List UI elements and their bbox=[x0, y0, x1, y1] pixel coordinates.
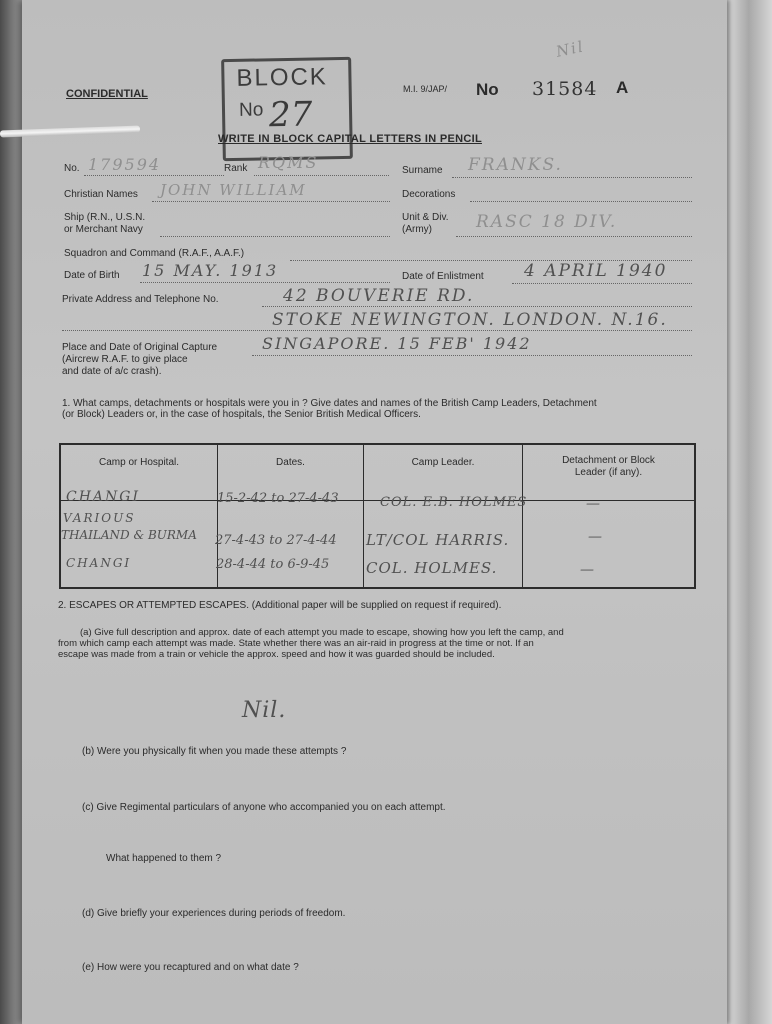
address-line-2 bbox=[62, 330, 692, 331]
stamp-number: 27 bbox=[268, 94, 313, 136]
surname-line bbox=[452, 177, 692, 178]
dob-value: 15 MAY. 1913 bbox=[142, 261, 279, 280]
surname-label: Surname bbox=[402, 165, 443, 176]
decorations-label: Decorations bbox=[402, 189, 456, 200]
stamp-block-text: BLOCK bbox=[236, 63, 329, 92]
question-2a-line-2: from which camp each attempt was made. State whether there was an air-raid in progress at the time or not. If an bbox=[58, 638, 534, 649]
christian-names-label: Christian Names bbox=[64, 189, 138, 200]
ship-label-2: or Merchant Navy bbox=[64, 224, 143, 235]
table-row-3-camp: THAILAND & BURMA bbox=[61, 528, 197, 542]
rank-line bbox=[254, 175, 389, 176]
address-value-1: 42 BOUVERIE RD. bbox=[283, 286, 475, 306]
capture-line bbox=[252, 355, 692, 356]
question-2a-line-1: (a) Give full description and approx. date of each attempt you made to escape, showing how you left the camp, and bbox=[80, 627, 564, 638]
christian-names-line bbox=[152, 201, 390, 202]
decorations-line bbox=[470, 201, 692, 202]
enlistment-label: Date of Enlistment bbox=[402, 271, 484, 282]
table-row-3-leader: LT/COL HARRIS. bbox=[366, 531, 510, 549]
question-2-heading: 2. ESCAPES OR ATTEMPTED ESCAPES. (Additional paper will be supplied on request if required). bbox=[58, 600, 502, 611]
rank-label: Rank bbox=[224, 163, 248, 174]
table-row-1-dates: 15-2-42 to 27-4-43 bbox=[217, 491, 339, 506]
question-2b: (b) Were you physically fit when you made these attempts ? bbox=[82, 746, 347, 757]
header-detachment-line-2: Leader (if any). bbox=[574, 467, 643, 478]
question-1-text-1: 1. What camps, detachments or hospitals were you in ? Give dates and names of the British Camp Leaders, Detachment bbox=[62, 398, 597, 409]
capture-label-1: Place and Date of Original Capture bbox=[62, 342, 218, 353]
table-row-3-dates: 27-4-43 to 27-4-44 bbox=[215, 533, 337, 548]
capture-label-2: (Aircrew R.A.F. to give place bbox=[62, 354, 188, 365]
enlistment-value: 4 APRIL 1940 bbox=[524, 261, 668, 281]
table-row-2-camp: VARIOUS bbox=[63, 511, 136, 525]
no-line bbox=[84, 175, 224, 176]
capture-value: SINGAPORE. 15 FEB' 1942 bbox=[262, 334, 532, 353]
escape-answer: Nil. bbox=[242, 698, 287, 723]
question-2a-line-3: escape was made from a train or vehicle the approx. speed and how it was guarded should be included. bbox=[58, 649, 495, 660]
unit-label-2: (Army) bbox=[402, 224, 432, 235]
question-2d: (d) Give briefly your experiences during periods of freedom. bbox=[82, 908, 346, 919]
stamp-no-text: No bbox=[238, 99, 264, 121]
enlistment-line bbox=[512, 283, 692, 284]
question-2c-followup: What happened to them ? bbox=[106, 853, 222, 864]
ship-line bbox=[160, 236, 390, 237]
header-detachment bbox=[523, 444, 696, 501]
table-row-3-detachment: — bbox=[588, 529, 604, 545]
header-camp: Camp or Hospital. bbox=[60, 444, 218, 501]
serial-suffix: A bbox=[616, 78, 629, 97]
address-value-2: STOKE NEWINGTON. LONDON. N.16. bbox=[272, 310, 668, 330]
table-row-4-camp: CHANGI bbox=[66, 556, 132, 570]
address-label: Private Address and Telephone No. bbox=[62, 294, 219, 305]
table-row-4-dates: 28-4-44 to 6-9-45 bbox=[216, 557, 330, 572]
question-2e: (e) How were you recaptured and on what date ? bbox=[82, 962, 299, 973]
table-row-1-camp: CHANGI bbox=[66, 489, 140, 505]
serial-no-label: No bbox=[476, 80, 499, 99]
block-stamp bbox=[221, 57, 353, 161]
dob-line bbox=[140, 282, 390, 283]
capture-label-3: and date of a/c crash). bbox=[62, 366, 162, 377]
question-2c: (c) Give Regimental particulars of anyone who accompanied you on each attempt. bbox=[82, 802, 446, 813]
christian-names-value: JOHN WILLIAM bbox=[160, 181, 307, 199]
no-label: No. bbox=[64, 163, 80, 174]
unit-label-1: Unit & Div. bbox=[402, 212, 449, 223]
no-value: 179594 bbox=[88, 155, 162, 174]
rank-value: RQMS bbox=[258, 153, 319, 172]
unit-line bbox=[456, 236, 692, 237]
dob-label: Date of Birth bbox=[64, 270, 120, 281]
unit-value: RASC 18 DIV. bbox=[476, 212, 618, 232]
squadron-label: Squadron and Command (R.A.F., A.A.F.) bbox=[64, 248, 245, 259]
table-row-4-detachment: — bbox=[580, 562, 596, 578]
address-line-1 bbox=[262, 306, 692, 307]
corner-annotation: Nil bbox=[554, 37, 587, 61]
form-reference: M.I. 9/JAP/ bbox=[403, 84, 448, 94]
confidential-label: CONFIDENTIAL bbox=[66, 88, 148, 100]
camp-table-header-row bbox=[60, 444, 695, 501]
surname-value: FRANKS. bbox=[468, 155, 563, 175]
header-dates: Dates. bbox=[218, 444, 364, 501]
header-detachment-line-1: Detachment or Block bbox=[562, 455, 655, 466]
instruction-text: WRITE IN BLOCK CAPITAL LETTERS IN PENCIL bbox=[218, 133, 482, 145]
question-1-text-2: (or Block) Leaders or, in the case of hospitals, the Senior British Medical Officers. bbox=[62, 409, 421, 420]
ship-label-1: Ship (R.N., U.S.N. bbox=[64, 212, 146, 223]
header-camp-leader: Camp Leader. bbox=[364, 444, 523, 501]
table-row-4-leader: COL. HOLMES. bbox=[366, 559, 498, 577]
table-row-1-leader: COL. E.B. HOLMES bbox=[380, 495, 528, 510]
serial-number: 31584 bbox=[532, 78, 598, 100]
table-row-1-detachment: — bbox=[586, 496, 602, 512]
